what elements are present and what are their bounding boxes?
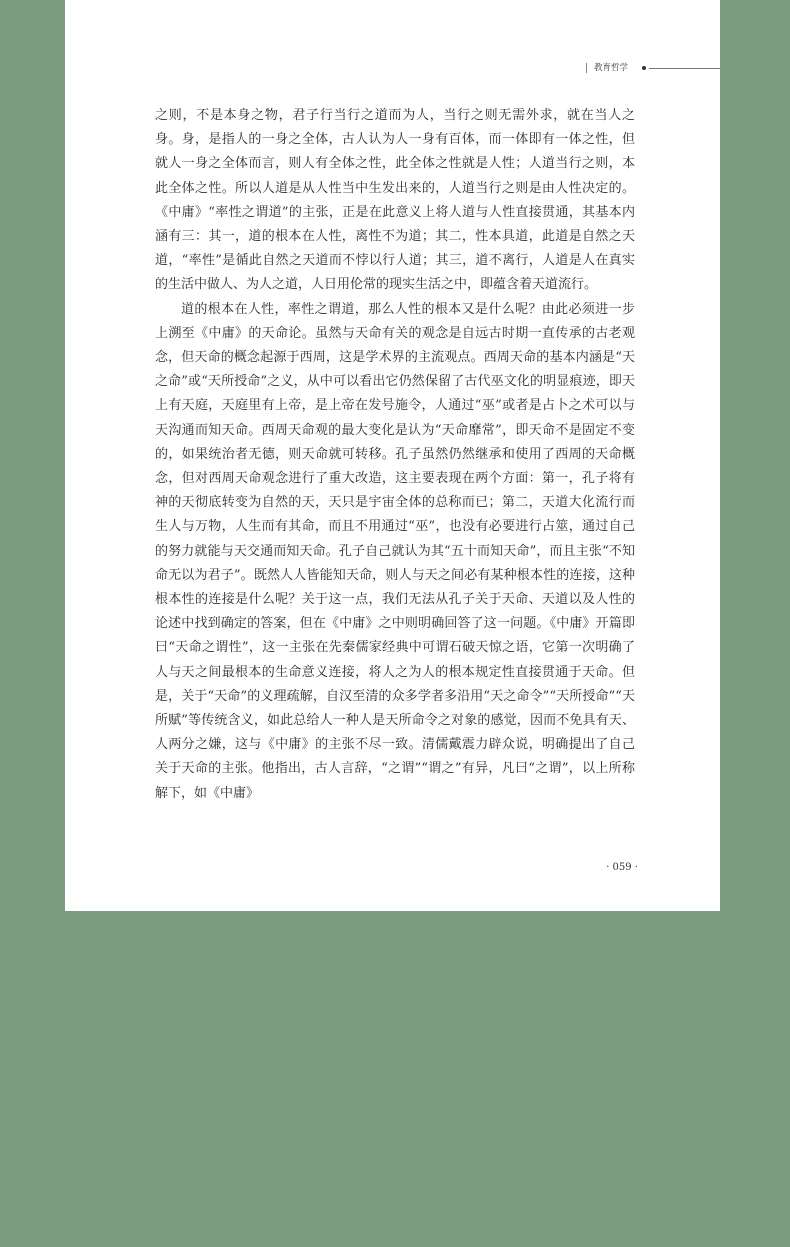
page-number: · 059 ·: [606, 862, 638, 873]
section-title: 教育哲学: [594, 63, 629, 73]
header-bullet-icon: [642, 66, 646, 70]
header-divider: [586, 63, 587, 73]
body-text: [155, 104, 635, 806]
book-page: [65, 0, 720, 911]
header-rule: [649, 68, 720, 69]
paragraph: 道的根本在人性，率性之谓道，那么人性的根本又是什么呢？由此必须进一步上溯至《中庸》的天命论。虽然与天命有关的观念是自远古时期一直传承的古老观念，但天命的概念起源于西周，这是学术界的主流观点。西周天命的基本内涵是“天之命”或“天所授命”之义，从中可以看出它仍然保留了古代巫文化的明显痕迹，即天上有天庭，天庭里有上帝，是上帝在发号施令，人通过“巫”或者是占卜之术可以与天沟通而知天命。西周天命观的最大变化是认为“天命靡常”，即天命不是固定不变的，如果统治者无德，则天命就可转移。孔子虽然仍然继承和使用了西周的天命概念，但对西周天命观念进行了重大改造，这主要表现在两个方面：第一，孔子将有神的天彻底转变为自然的天，天只是宇宙全体的总称而已；第二，天道大化流行而生人与万物，人生而有其命，而且不用通过“巫”，也没有必要进行占筮，通过自己的努力就能与天交通而知天命。孔子自己就认为其“五十而知天命”，而且主张“不知命无以为君子”。既然人人皆能知天命，则人与天之间必有某种根本性的连接，这种根本性的连接是什么呢？关于这一点，我们无法从孔子关于天命、天道以及人性的论述中找到确定的答案，但在《中庸》之中则明确回答了这一问题。《中庸》开篇即曰“天命之谓性”，这一主张在先秦儒家经典中可谓石破天惊之语，它第一次明确了人与天之间最根本的生命意义连接，将人之为人的根本规定性直接贯通于天命。但是，关于“天命”的义理疏解，自汉至清的众多学者多沿用“天之命令”“天所授命”“天所赋”等传统含义，如此总给人一种人是天所命令之对象的感觉，因而不免具有天、人两分之嫌，这与《中庸》的主张不尽一致。清儒戴震力辟众说，明确提出了自己关于天命的主张。他指出，古人言辞，“之谓”“谓之”有异，凡曰“之谓”，以上所称解下，如《中庸》: [155, 301, 635, 801]
paragraph-continued: 之则，不是本身之物，君子行当行之道而为人，当行之则无需外求，就在当人之身。身，是指人的一身之全体，古人认为人一身有百体，而一体即有一体之性，但就人一身之全体而言，则人有全体之性，此全体之性就是人性；人道当行之则，本此全体之性。所以人道是从人性当中生发出来的，人道当行之则是由人性决定的。《中庸》“率性之谓道”的主张，正是在此意义上将人道与人性直接贯通，其基本内涵有三：其一，道的根本在人性，离性不为道；其二，性本具道，此道是自然之天道，“率性”是循此自然之天道而不悖以行人道；其三，道不离行，人道是人在真实的生活中做人、为人之道，人日用伦常的现实生活之中，即蕴含着天道流行。: [155, 108, 635, 293]
running-header: [586, 62, 720, 74]
